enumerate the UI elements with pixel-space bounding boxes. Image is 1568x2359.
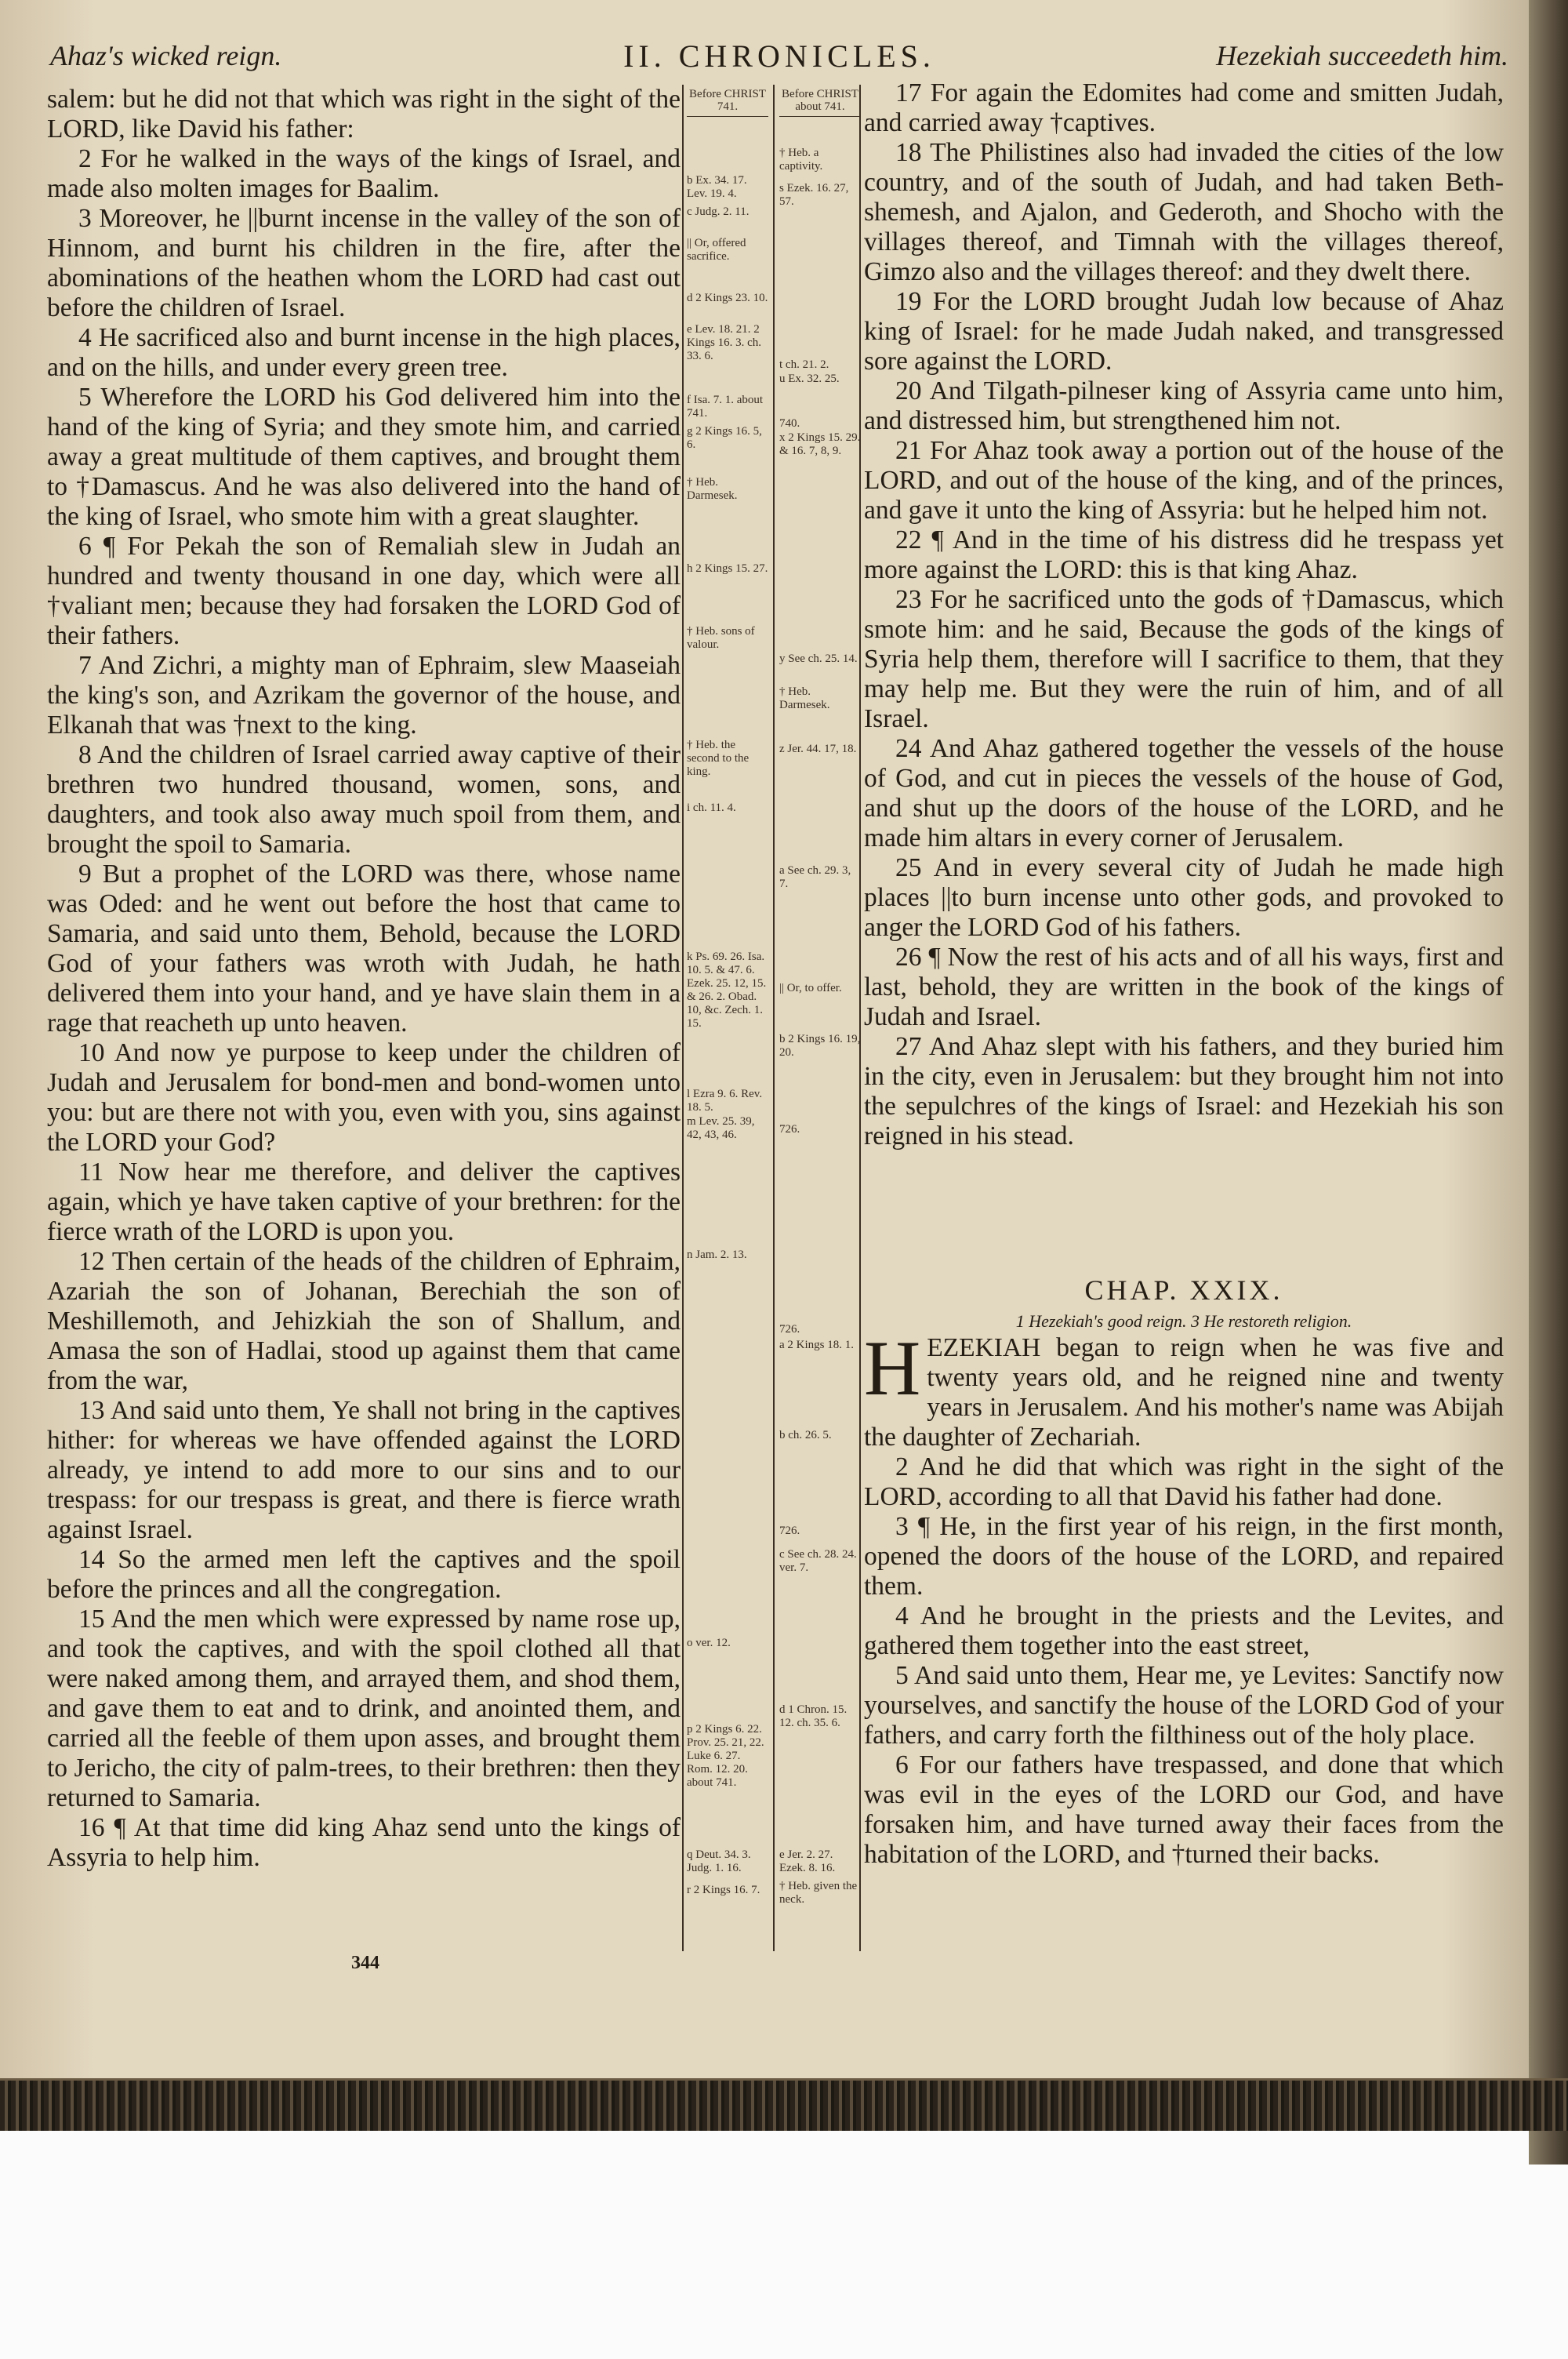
margin-note: e Lev. 18. 21. 2 Kings 16. 3. ch. 33. 6. — [687, 323, 761, 362]
margin-note: n Jam. 2. 13. — [687, 1249, 747, 1261]
verse: 17 For again the Edomites had come and smitten Judah, and carried away †captives. — [864, 78, 1504, 137]
drop-cap: H — [864, 1325, 921, 1412]
verse: salem: but he did not that which was right in the sight of the LORD, like David his father: — [47, 85, 681, 144]
margin-note: z Jer. 44. 17, 18. — [779, 743, 857, 755]
margin-note: p 2 Kings 6. 22. Prov. 25. 21, 22. Luke 6. 27. Rom. 12. 20. about 741. — [687, 1723, 764, 1789]
verse: 11 Now hear me therefore, and deliver the captives again, which ye have taken captive of your brethren: for the fierce wrath of the LORD is upon you. — [47, 1158, 681, 1246]
margin-note: d 1 Chron. 15. 12. ch. 35. 6. — [779, 1703, 848, 1729]
margin-note: b Ex. 34. 17. Lev. 19. 4. — [687, 174, 747, 200]
margin-note: x 2 Kings 15. 29. & 16. 7, 8, 9. — [779, 431, 861, 457]
verse: 4 And he brought in the priests and the Levites, and gathered them together into the east street, — [864, 1601, 1504, 1660]
chapter-heading: CHAP. XXIX. — [1084, 1274, 1283, 1306]
margin-note: s Ezek. 16. 27, 57. — [779, 182, 849, 208]
verse: 7 And Zichri, a mighty man of Ephraim, slew Maaseiah the king's son, and Azrikam the governor of the house, and Elkanah that was †next to the king. — [47, 651, 681, 740]
chapter-summary: 1 Hezekiah's good reign. 3 He restoreth religion. — [1015, 1311, 1352, 1331]
verse: 24 And Ahaz gathered together the vessels of the house of God, and cut in pieces the vessels of the house of God, and shut up the doors of the house of the LORD, and he made him altars in every corner of Jerusalem. — [864, 734, 1504, 852]
verse: 16 ¶ At that time did king Ahaz send unto the kings of Assyria to help him. — [47, 1813, 681, 1872]
book-spine — [1529, 0, 1568, 2165]
running-head-book-title: II. CHRONICLES. — [623, 38, 935, 74]
margin-note: h 2 Kings 15. 27. — [687, 562, 768, 575]
left-text-column — [47, 85, 681, 1873]
margin-note: r 2 Kings 16. 7. — [687, 1884, 760, 1896]
verse: 15 And the men which were expressed by name rose up, and took the captives, and with the spoil clothed all that were naked among them, and arrayed them, and shod them, and gave them to eat and to drink, and anointed them, and carried all the feeble of them upon asses, and brought them to Jericho, the city of palm-trees, to their brethren: then they returned to Samaria. — [47, 1605, 681, 1812]
margin-note: 726. — [779, 1525, 800, 1537]
margin-note: † Heb. Darmesek. — [779, 685, 830, 711]
margin-note: y See ch. 25. 14. — [779, 652, 858, 665]
margin-note: † Heb. given the neck. — [779, 1880, 858, 1906]
verse: 4 He sacrificed also and burnt incense in the high places, and on the hills, and under every green tree. — [47, 323, 681, 382]
margin-note: u Ex. 32. 25. — [779, 373, 840, 385]
margin-note: a See ch. 29. 3, 7. — [779, 864, 851, 890]
margin-note: g 2 Kings 16. 5, 6. — [687, 425, 762, 451]
verse: 2 And he did that which was right in the sight of the LORD, according to all that David his father had done. — [864, 1452, 1504, 1511]
verse: 3 Moreover, he ||burnt incense in the valley of the son of Hinnom, and burnt his children in the fire, after the abominations of the heathen whom the LORD had cast out before the children of Israel. — [47, 204, 681, 322]
margin-note: c Judg. 2. 11. — [687, 205, 750, 218]
verse: 26 ¶ Now the rest of his acts and of all his ways, first and last, behold, they are written in the book of the kings of Judah and Israel. — [864, 943, 1504, 1031]
margin-note: f Isa. 7. 1. about 741. — [687, 394, 764, 420]
margin-note: † Heb. sons of valour. — [687, 625, 755, 651]
book-page-edge — [0, 2078, 1568, 2131]
verse: 21 For Ahaz took away a portion out of the house of the LORD, and out of the house of the king, and of the princes, and gave it unto the king of Assyria: but he helped him not. — [864, 436, 1504, 525]
marginal-references-left — [687, 88, 768, 1896]
marginal-references-right — [779, 88, 861, 1906]
margin-note: i ch. 11. 4. — [687, 801, 736, 814]
verse: 9 But a prophet of the LORD was there, whose name was Oded: and he went out before the host that came to Samaria, and said unto them, Behold, because the LORD God of your fathers was wroth with Judah, he hath delivered them into your hand, and ye have slain them in a rage that reacheth up unto heaven. — [47, 860, 681, 1038]
verse: 27 And Ahaz slept with his fathers, and they buried him in the city, even in Jerusalem: but they brought him not into the sepulchres of the kings of Israel: and Hezekiah his son reigned in his stead. — [864, 1032, 1504, 1150]
column-rule — [773, 85, 775, 1951]
verse: 22 ¶ And in the time of his distress did he trespass yet more against the LORD: this is that king Ahaz. — [864, 525, 1504, 584]
margin-note: † Heb. Darmesek. — [687, 476, 738, 502]
verse: 10 And now ye purpose to keep under the children of Judah and Jerusalem for bond-men and bond-women unto you: but are there not with you, even with you, sins against the LORD your God? — [47, 1038, 681, 1157]
verse: 6 ¶ For Pekah the son of Remaliah slew in Judah an hundred and twenty thousand in one day, which were all †valiant men; because they had forsaken the LORD God of their fathers. — [47, 532, 681, 650]
margin-note: 740. — [779, 417, 800, 430]
margin-note: 726. — [779, 1323, 800, 1336]
verse: 19 For the LORD brought Judah low because of Ahaz king of Israel: for he made Judah naked, and transgressed sore against the LORD. — [864, 287, 1504, 376]
margin-note: e Jer. 2. 27. Ezek. 8. 16. — [779, 1848, 836, 1874]
margin-date-header: Before CHRIST 741. — [687, 88, 768, 117]
margin-note: † Heb. a captivity. — [779, 147, 823, 173]
verse: 18 The Philistines also had invaded the cities of the low country, and of the south of Judah, and had taken Beth-shemesh, and Ajalon, and Gederoth, and Shocho with the villages thereof, and Timnah with the villages thereof, Gimzo also and the villages thereof: and they dwelt there. — [864, 138, 1504, 286]
verse: 5 And said unto them, Hear me, ye Levites: Sanctify now yourselves, and sanctify the house of the LORD God of your fathers, and carry forth the filthiness out of the holy place. — [864, 1661, 1504, 1750]
first-verse-text: EZEKIAH began to reign when he was five and twenty years old, and he reigned nine and twenty years in Jerusalem. And his mother's name was Abijah the daughter of Zechariah. — [864, 1333, 1504, 1452]
running-head — [50, 39, 1508, 77]
column-rule — [682, 85, 684, 1951]
chapter-text — [864, 1325, 1504, 1870]
verse: 8 And the children of Israel carried away captive of their brethren two hundred thousand, women, sons, and daughters, and took also away much spoil from them, and brought the spoil to Samaria. — [47, 740, 681, 859]
margin-note: l Ezra 9. 6. Rev. 18. 5. — [687, 1088, 763, 1114]
margin-note: m Lev. 25. 39, 42, 43, 46. — [687, 1115, 755, 1141]
margin-note: c See ch. 28. 24. ver. 7. — [779, 1548, 857, 1574]
margin-note: 726. — [779, 1123, 800, 1136]
margin-note: || Or, to offer. — [779, 982, 842, 994]
right-text-column — [864, 78, 1504, 1151]
running-head-left: Ahaz's wicked reign. — [50, 40, 282, 71]
margin-note: a 2 Kings 18. 1. — [779, 1339, 854, 1351]
verse: 2 For he walked in the ways of the kings of Israel, and made also molten images for Baalim. — [47, 144, 681, 203]
verse: 13 And said unto them, Ye shall not bring in the captives hither: for whereas we have offended against the LORD already, ye intend to add more to our sins and to our trespass: for our trespass is great, and there is fierce wrath against Israel. — [47, 1396, 681, 1544]
margin-note: d 2 Kings 23. 10. — [687, 292, 768, 304]
verse: 3 ¶ He, in the first year of his reign, in the first month, opened the doors of the house of the LORD, and repaired them. — [864, 1512, 1504, 1601]
margin-note: b 2 Kings 16. 19, 20. — [779, 1033, 861, 1059]
margin-date-header: Before CHRIST about 741. — [779, 88, 861, 117]
margin-note: t ch. 21. 2. — [779, 358, 829, 371]
margin-note: b ch. 26. 5. — [779, 1429, 832, 1441]
margin-note: q Deut. 34. 3. Judg. 1. 16. — [687, 1848, 751, 1874]
margin-note: o ver. 12. — [687, 1637, 731, 1649]
verse: 12 Then certain of the heads of the children of Ephraim, Azariah the son of Johanan, Berechiah the son of Meshillemoth, and Jehizkiah the son of Shallum, and Amasa the son of Hadlai, stood up against them that came from the war, — [47, 1247, 681, 1395]
page-number: 344 — [351, 1953, 379, 1973]
margin-note: || Or, offered sacrifice. — [687, 237, 746, 263]
running-head-right: Hezekiah succeedeth him. — [1216, 40, 1508, 71]
verse: 14 So the armed men left the captives and the spoil before the princes and all the congregation. — [47, 1545, 681, 1604]
verse: 23 For he sacrificed unto the gods of †Damascus, which smote him: and he said, Because the gods of the kings of Syria help them, therefore will I sacrifice to them, that they may help me. But they were the ruin of him, and of all Israel. — [864, 585, 1504, 733]
verse: 25 And in every several city of Judah he made high places ||to burn incense unto other gods, and provoked to anger the LORD God of his fathers. — [864, 853, 1504, 942]
verse: 20 And Tilgath-pilneser king of Assyria came unto him, and distressed him, but strengthened him not. — [864, 376, 1504, 435]
verse: 5 Wherefore the LORD his God delivered him into the hand of the king of Syria; and they smote him, and carried away a great multitude of them captives, and brought them to †Damascus. And he was also delivered into the hand of the king of Israel, who smote him with a great slaughter. — [47, 383, 681, 531]
chapter-first-verse — [864, 1325, 1504, 1452]
margin-note: † Heb. the second to the king. — [687, 739, 750, 778]
margin-note: k Ps. 69. 26. Isa. 10. 5. & 47. 6. Ezek. 25. 12, 15. & 26. 2. Obad. 10, &c. Zech. 1. 15. — [687, 951, 767, 1030]
verse: 6 For our fathers have trespassed, and done that which was evil in the eyes of the LORD our God, and have forsaken him, and have turned away their faces from the habitation of the LORD, and †turned their backs. — [864, 1750, 1504, 1869]
